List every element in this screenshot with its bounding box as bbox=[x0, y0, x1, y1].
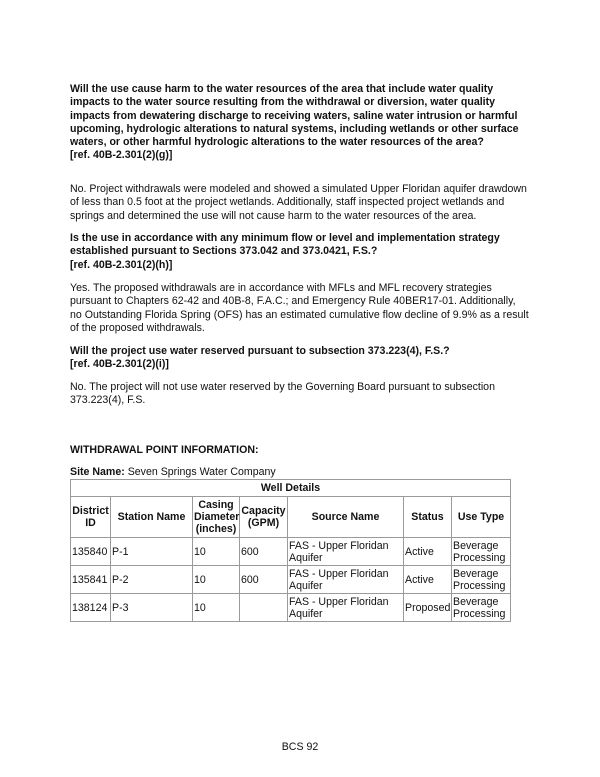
well-details-table bbox=[70, 479, 511, 622]
withdrawal-section-title: WITHDRAWAL POINT INFORMATION: bbox=[70, 444, 259, 456]
source-name-cell: FAS - Upper Floridan Aquifer bbox=[288, 538, 404, 566]
station-name-cell: P-2 bbox=[111, 566, 193, 594]
status-cell: Active bbox=[404, 566, 452, 594]
casing-diameter-cell: 10 bbox=[193, 594, 240, 622]
source-name-cell: FAS - Upper Floridan Aquifer bbox=[288, 594, 404, 622]
use-type-cell: Beverage Processing bbox=[452, 594, 511, 622]
question-1 bbox=[70, 83, 530, 163]
answer-2: Yes. The proposed withdrawals are in accordance with MFLs and MFL recovery strategies pursuant to Chapters 62-42 and 40B-8, F.A.C.; and Emergency Rule 40BER17-01. Additionally, no Outstanding Florida Spring (OFS) has an estimated cumulative flow decline of 9.9% as a result of the proposed withdrawals. bbox=[70, 282, 529, 334]
question-2 bbox=[70, 232, 530, 272]
site-name-value: Seven Springs Water Company bbox=[127, 466, 276, 478]
question-2-ref: [ref. 40B-2.301(2)(h)] bbox=[70, 258, 173, 271]
question-1-ref: [ref. 40B-2.301(2)(g)] bbox=[70, 149, 173, 162]
table-row bbox=[71, 594, 511, 622]
casing-diameter-cell: 10 bbox=[193, 538, 240, 566]
column-header: Casing Diameter (inches) bbox=[193, 497, 240, 538]
column-header: Capacity (GPM) bbox=[240, 497, 288, 538]
page-footer-label: BCS 92 bbox=[281, 741, 319, 753]
station-name-cell: P-3 bbox=[111, 594, 193, 622]
table-header-row bbox=[71, 497, 511, 538]
use-type-cell: Beverage Processing bbox=[452, 566, 511, 594]
district-id-cell: 138124 bbox=[71, 594, 111, 622]
table-row bbox=[71, 566, 511, 594]
status-cell: Proposed bbox=[404, 594, 452, 622]
question-1-text: Will the use cause harm to the water resources of the area that include water quality impacts to the water source resulting from the withdrawal or diversion, water quality impacts from dewatering discharge to receiving waters, saline water intrusion or harmful upcoming, hydrologic alterations to natural systems, including wetlands or other surface waters, or other harmful hydrologic alterations to the water resources of the area? bbox=[70, 83, 519, 149]
column-header: Status bbox=[404, 497, 452, 538]
answer-3: No. The project will not use water reserved by the Governing Board pursuant to subsection 373.223(4), F.S. bbox=[70, 381, 495, 407]
question-3-ref: [ref. 40B-2.301(2)(i)] bbox=[70, 358, 169, 371]
answer-1: No. Project withdrawals were modeled and showed a simulated Upper Floridan aquifer drawdown of less than 0.5 foot at the project wetlands. Additionally, staff inspected project wetlands and springs and determined the use will not cause harm to the water resources of the area. bbox=[70, 183, 527, 222]
column-header: Use Type bbox=[452, 497, 511, 538]
column-header: District ID bbox=[71, 497, 111, 538]
capacity-cell: 600 bbox=[240, 566, 288, 594]
table-row bbox=[71, 538, 511, 566]
district-id-cell: 135840 bbox=[71, 538, 111, 566]
capacity-cell: 600 bbox=[240, 538, 288, 566]
question-2-text: Is the use in accordance with any minimum flow or level and implementation strategy established pursuant to Sections 373.042 and 373.0421, F.S.? bbox=[70, 232, 500, 258]
use-type-cell: Beverage Processing bbox=[452, 538, 511, 566]
question-3 bbox=[70, 345, 530, 372]
site-name-label: Site Name: bbox=[70, 466, 125, 478]
district-id-cell: 135841 bbox=[71, 566, 111, 594]
question-3-text: Will the project use water reserved pursuant to subsection 373.223(4), F.S.? bbox=[70, 345, 450, 357]
column-header: Station Name bbox=[111, 497, 193, 538]
column-header: Source Name bbox=[288, 497, 404, 538]
station-name-cell: P-1 bbox=[111, 538, 193, 566]
source-name-cell: FAS - Upper Floridan Aquifer bbox=[288, 566, 404, 594]
status-cell: Active bbox=[404, 538, 452, 566]
site-name-line bbox=[70, 466, 276, 478]
capacity-cell bbox=[240, 594, 288, 622]
table-caption: Well Details bbox=[71, 480, 511, 497]
casing-diameter-cell: 10 bbox=[193, 566, 240, 594]
